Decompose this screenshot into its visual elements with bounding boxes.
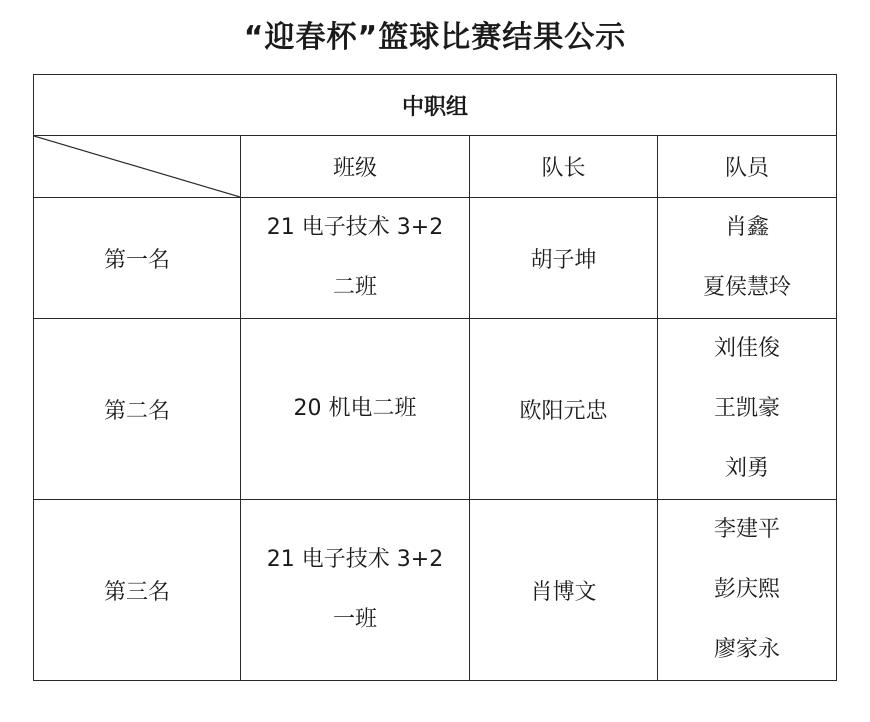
header-row	[34, 136, 837, 198]
captain-cell: 欧阳元忠	[470, 319, 658, 500]
members-cell	[658, 500, 837, 681]
members-cell	[658, 319, 837, 500]
page-title: “迎春杯”篮球比赛结果公示	[243, 20, 627, 55]
rank-cell: 第一名	[34, 198, 241, 319]
class-cell	[241, 500, 470, 681]
captain-cell: 胡子坤	[470, 198, 658, 319]
member-name: 王凯豪	[714, 396, 781, 421]
member-name: 夏侯慧玲	[703, 275, 792, 300]
class-line: 20 机电二班	[293, 396, 417, 421]
header-class: 班级	[241, 136, 470, 198]
table-row	[34, 198, 837, 319]
table-row	[34, 500, 837, 681]
class-line: 二班	[332, 275, 377, 300]
member-name: 彭庆熙	[714, 577, 781, 602]
members-cell	[658, 198, 837, 319]
member-name: 李建平	[714, 517, 781, 542]
group-title: 中职组	[34, 75, 837, 136]
rank-cell: 第二名	[34, 319, 241, 500]
group-row	[34, 75, 837, 136]
member-name: 肖鑫	[725, 215, 770, 240]
class-line: 一班	[332, 607, 377, 632]
class-cell	[241, 198, 470, 319]
captain-cell: 肖博文	[470, 500, 658, 681]
member-name: 廖家永	[714, 637, 781, 662]
class-line: 21 电子技术 3+2	[266, 547, 444, 572]
diagonal-line	[34, 136, 240, 197]
header-captain: 队长	[470, 136, 658, 198]
diagonal-header-cell	[34, 136, 241, 198]
class-line: 21 电子技术 3+2	[266, 215, 444, 240]
rank-cell: 第三名	[34, 500, 241, 681]
member-name: 刘佳俊	[714, 336, 781, 361]
member-name: 刘勇	[725, 456, 770, 481]
header-members: 队员	[658, 136, 837, 198]
table-row	[34, 319, 837, 500]
class-cell	[241, 319, 470, 500]
results-table	[33, 74, 837, 681]
